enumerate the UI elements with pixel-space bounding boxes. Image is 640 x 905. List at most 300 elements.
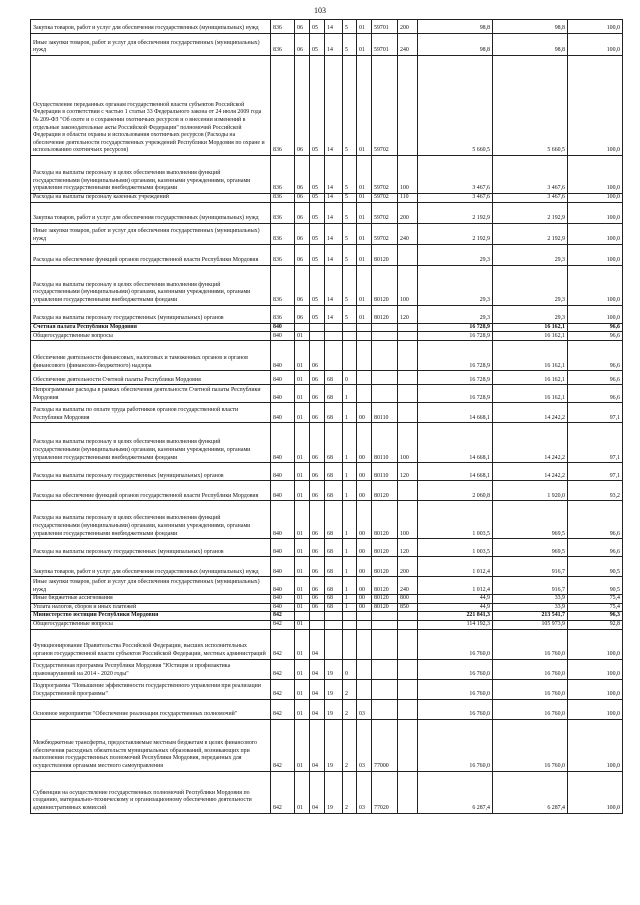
section-code: 01 (295, 463, 310, 481)
program-code: 14 (325, 34, 343, 56)
table-row (31, 699, 623, 719)
activity-code (357, 385, 372, 403)
execution-percent: 100,0 (568, 20, 623, 34)
executed-amount: 5 660,5 (493, 56, 568, 156)
subprogram-code: 1 (343, 481, 357, 501)
table-row (31, 612, 623, 621)
budget-table (30, 19, 623, 814)
execution-percent: 90,5 (568, 577, 623, 595)
activity-code: 00 (357, 403, 372, 423)
table-row (31, 679, 623, 699)
expense-type-code (398, 679, 418, 699)
row-name: Расходы на выплаты персоналу государственных (муниципальных) органов (31, 463, 271, 481)
execution-percent: 100,0 (568, 223, 623, 244)
activity-code: 00 (357, 595, 372, 604)
expense-direction-code (372, 679, 398, 699)
admin-code: 840 (271, 385, 295, 403)
table-row (31, 385, 623, 403)
subprogram-code: 1 (343, 385, 357, 403)
table-row (31, 223, 623, 244)
execution-percent: 100,0 (568, 265, 623, 305)
subprogram-code (343, 612, 357, 621)
program-code: 68 (325, 371, 343, 385)
activity-code: 00 (357, 463, 372, 481)
execution-percent: 97,1 (568, 463, 623, 481)
activity-code: 01 (357, 244, 372, 265)
section-code: 06 (295, 244, 310, 265)
section-code: 01 (295, 371, 310, 385)
admin-code: 840 (271, 557, 295, 577)
executed-amount: 6 287,4 (493, 771, 568, 813)
subsection-code: 06 (310, 577, 325, 595)
execution-percent: 97,1 (568, 423, 623, 463)
section-code: 01 (295, 659, 310, 679)
program-code: 19 (325, 719, 343, 771)
executed-amount: 33,9 (493, 603, 568, 612)
execution-percent: 100,0 (568, 244, 623, 265)
executed-amount: 916,7 (493, 557, 568, 577)
admin-code: 840 (271, 341, 295, 371)
subsection-code: 06 (310, 341, 325, 371)
expense-direction-code: 77020 (372, 771, 398, 813)
row-name: Непрограммные расходы в рамках обеспечения деятельности Счетной палаты Республики Мордовия (31, 385, 271, 403)
table-row (31, 629, 623, 659)
expense-type-code (398, 56, 418, 156)
activity-code: 01 (357, 34, 372, 56)
table-row (31, 371, 623, 385)
execution-percent: 100,0 (568, 771, 623, 813)
row-name: Иные закупки товаров, работ и услуг для обеспечения государственных (муниципальных) нужд (31, 223, 271, 244)
subsection-code: 04 (310, 659, 325, 679)
program-code: 68 (325, 595, 343, 604)
activity-code: 01 (357, 265, 372, 305)
section-code: 01 (295, 679, 310, 699)
activity-code: 00 (357, 539, 372, 557)
admin-code: 836 (271, 156, 295, 194)
activity-code: 03 (357, 719, 372, 771)
section-code: 01 (295, 577, 310, 595)
table-row (31, 463, 623, 481)
executed-amount: 916,7 (493, 577, 568, 595)
subsection-code: 06 (310, 481, 325, 501)
planned-amount: 29,3 (418, 305, 493, 323)
program-code: 68 (325, 423, 343, 463)
admin-code: 840 (271, 481, 295, 501)
admin-code: 842 (271, 659, 295, 679)
table-row (31, 341, 623, 371)
planned-amount: 29,3 (418, 244, 493, 265)
admin-code: 840 (271, 501, 295, 539)
subprogram-code: 5 (343, 305, 357, 323)
row-name: Закупка товаров, работ и услуг для обеспечения государственных (муниципальных) нужд (31, 20, 271, 34)
table-row (31, 719, 623, 771)
section-code (295, 323, 310, 332)
expense-direction-code: 80120 (372, 481, 398, 501)
executed-amount: 29,3 (493, 244, 568, 265)
expense-direction-code (372, 385, 398, 403)
table-row (31, 595, 623, 604)
table-row (31, 20, 623, 34)
execution-percent: 90,5 (568, 557, 623, 577)
execution-percent: 100,0 (568, 719, 623, 771)
section-code: 01 (295, 603, 310, 612)
admin-code: 840 (271, 577, 295, 595)
expense-type-code (398, 371, 418, 385)
expense-type-code (398, 620, 418, 629)
program-code: 19 (325, 659, 343, 679)
planned-amount: 16 760,0 (418, 699, 493, 719)
planned-amount: 3 467,6 (418, 194, 493, 203)
planned-amount: 221 841,3 (418, 612, 493, 621)
row-name: Расходы на обеспечение функций органов государственной власти Республики Мордовия (31, 481, 271, 501)
admin-code: 840 (271, 323, 295, 332)
execution-percent: 96,6 (568, 385, 623, 403)
subprogram-code: 1 (343, 501, 357, 539)
row-name: Обеспечение деятельности финансовых, налоговых и таможенных органов и органов финансового (финансово-бюджетного) надзора (31, 341, 271, 371)
execution-percent: 100,0 (568, 194, 623, 203)
admin-code: 842 (271, 612, 295, 621)
planned-amount: 2 192,9 (418, 223, 493, 244)
program-code (325, 341, 343, 371)
table-body (31, 20, 623, 814)
program-code: 14 (325, 305, 343, 323)
expense-direction-code: 80120 (372, 595, 398, 604)
table-row (31, 332, 623, 341)
row-name: Закупка товаров, работ и услуг для обеспечения государственных (муниципальных) нужд (31, 557, 271, 577)
admin-code: 840 (271, 371, 295, 385)
subsection-code: 06 (310, 501, 325, 539)
expense-direction-code: 59702 (372, 56, 398, 156)
expense-type-code (398, 341, 418, 371)
planned-amount: 5 660,5 (418, 56, 493, 156)
expense-direction-code: 80110 (372, 463, 398, 481)
program-code: 68 (325, 385, 343, 403)
activity-code (357, 371, 372, 385)
expense-direction-code (372, 620, 398, 629)
row-name: Расходы на выплаты по оплате труда работников органов государственной власти Республики Мордовия (31, 403, 271, 423)
activity-code (357, 332, 372, 341)
row-name: Подпрограмма "Повышение эффективности государственного управления при реализации Государственной программы" (31, 679, 271, 699)
expense-type-code: 110 (398, 194, 418, 203)
subprogram-code (343, 341, 357, 371)
expense-direction-code: 80120 (372, 603, 398, 612)
section-code: 01 (295, 403, 310, 423)
planned-amount: 16 728,9 (418, 371, 493, 385)
table-row (31, 56, 623, 156)
admin-code: 840 (271, 539, 295, 557)
expense-type-code: 100 (398, 156, 418, 194)
planned-amount: 29,3 (418, 265, 493, 305)
program-code: 14 (325, 194, 343, 203)
section-code: 06 (295, 34, 310, 56)
admin-code: 842 (271, 771, 295, 813)
execution-percent: 96,6 (568, 539, 623, 557)
admin-code: 842 (271, 719, 295, 771)
admin-code: 836 (271, 20, 295, 34)
execution-percent: 100,0 (568, 202, 623, 223)
execution-percent: 100,0 (568, 629, 623, 659)
expense-type-code (398, 385, 418, 403)
program-code: 19 (325, 679, 343, 699)
execution-percent: 100,0 (568, 659, 623, 679)
expense-type-code: 100 (398, 501, 418, 539)
expense-type-code: 240 (398, 223, 418, 244)
expense-type-code: 100 (398, 423, 418, 463)
planned-amount: 1 012,4 (418, 557, 493, 577)
subprogram-code: 5 (343, 20, 357, 34)
subsection-code: 05 (310, 156, 325, 194)
section-code: 01 (295, 385, 310, 403)
activity-code: 01 (357, 156, 372, 194)
admin-code: 836 (271, 265, 295, 305)
subprogram-code: 5 (343, 34, 357, 56)
execution-percent: 96,6 (568, 371, 623, 385)
row-name: Уплата налогов, сборов и иных платежей (31, 603, 271, 612)
table-row (31, 403, 623, 423)
program-code (325, 612, 343, 621)
table-row (31, 603, 623, 612)
admin-code: 840 (271, 595, 295, 604)
row-name: Расходы на выплаты персоналу в целях обеспечения выполнения функций государственными (муниципальными) органами, казенными учреждениями, органами управления государственными внебюджетными фондами (31, 156, 271, 194)
subsection-code: 05 (310, 202, 325, 223)
execution-percent: 100,0 (568, 699, 623, 719)
row-name: Общегосударственные вопросы (31, 332, 271, 341)
subsection-code: 06 (310, 603, 325, 612)
activity-code: 01 (357, 202, 372, 223)
activity-code (357, 612, 372, 621)
expense-type-code: 120 (398, 539, 418, 557)
subsection-code: 05 (310, 34, 325, 56)
expense-direction-code: 80110 (372, 403, 398, 423)
activity-code: 01 (357, 305, 372, 323)
subsection-code: 06 (310, 557, 325, 577)
execution-percent: 100,0 (568, 156, 623, 194)
table-row (31, 539, 623, 557)
section-code: 06 (295, 202, 310, 223)
table-row (31, 771, 623, 813)
table-row (31, 34, 623, 56)
table-row (31, 194, 623, 203)
expense-type-code: 100 (398, 265, 418, 305)
activity-code (357, 620, 372, 629)
admin-code: 836 (271, 202, 295, 223)
expense-type-code (398, 719, 418, 771)
program-code: 14 (325, 223, 343, 244)
subprogram-code: 1 (343, 603, 357, 612)
admin-code: 840 (271, 463, 295, 481)
row-name: Осуществление переданных органам государственной власти субъектов Российской Федерации в соответствии с частью 1 статьи 33 Федерального закона от 24 июля 2009 года № 209-ФЗ "Об охоте и о сохранении охотничьих ресурсов и о внесении изменений в отдельные законодательные акты Российской Федерации" полномочий Российской Федерации в области охраны и использования охотничьих ресурсов (Расходы на обеспечение деятельности государственных учреждений Республики Мордовия по охране и использованию охотничьих ресурсов) (31, 56, 271, 156)
row-name: Расходы на выплаты персоналу казенных учреждений (31, 194, 271, 203)
planned-amount: 114 192,3 (418, 620, 493, 629)
planned-amount: 1 012,4 (418, 577, 493, 595)
activity-code: 00 (357, 423, 372, 463)
subprogram-code: 5 (343, 223, 357, 244)
expense-direction-code: 80120 (372, 265, 398, 305)
program-code: 68 (325, 577, 343, 595)
section-code: 01 (295, 423, 310, 463)
expense-type-code (398, 771, 418, 813)
program-code: 19 (325, 699, 343, 719)
section-code: 06 (295, 156, 310, 194)
expense-type-code (398, 323, 418, 332)
row-name: Расходы на выплаты персоналу государственных (муниципальных) органов (31, 539, 271, 557)
admin-code: 836 (271, 56, 295, 156)
executed-amount: 16 760,0 (493, 659, 568, 679)
subsection-code (310, 332, 325, 341)
executed-amount: 105 973,9 (493, 620, 568, 629)
expense-direction-code: 80120 (372, 577, 398, 595)
executed-amount: 969,5 (493, 539, 568, 557)
subsection-code: 06 (310, 403, 325, 423)
planned-amount: 16 728,9 (418, 341, 493, 371)
section-code: 01 (295, 719, 310, 771)
subprogram-code: 2 (343, 771, 357, 813)
admin-code: 836 (271, 223, 295, 244)
table-row (31, 481, 623, 501)
expense-direction-code: 59702 (372, 202, 398, 223)
program-code: 68 (325, 501, 343, 539)
admin-code: 836 (271, 244, 295, 265)
subprogram-code: 5 (343, 202, 357, 223)
executed-amount: 33,9 (493, 595, 568, 604)
expense-direction-code: 59701 (372, 34, 398, 56)
subprogram-code (343, 332, 357, 341)
section-code: 01 (295, 620, 310, 629)
subprogram-code: 0 (343, 371, 357, 385)
section-code (295, 612, 310, 621)
expense-direction-code (372, 341, 398, 371)
program-code: 14 (325, 244, 343, 265)
expense-direction-code: 80110 (372, 423, 398, 463)
activity-code (357, 341, 372, 371)
subsection-code: 05 (310, 194, 325, 203)
execution-percent: 96,3 (568, 612, 623, 621)
subsection-code (310, 620, 325, 629)
expense-direction-code (372, 612, 398, 621)
row-name: Расходы на выплаты персоналу государственных (муниципальных) органов (31, 305, 271, 323)
subprogram-code: 2 (343, 719, 357, 771)
program-code: 14 (325, 202, 343, 223)
planned-amount: 1 003,5 (418, 501, 493, 539)
executed-amount: 98,8 (493, 34, 568, 56)
subprogram-code: 1 (343, 577, 357, 595)
planned-amount: 16 728,9 (418, 323, 493, 332)
subprogram-code (343, 620, 357, 629)
section-code: 01 (295, 332, 310, 341)
execution-percent: 100,0 (568, 679, 623, 699)
row-name: Иные бюджетные ассигнования (31, 595, 271, 604)
expense-direction-code: 59702 (372, 223, 398, 244)
executed-amount: 3 467,6 (493, 156, 568, 194)
planned-amount: 16 728,9 (418, 385, 493, 403)
admin-code: 836 (271, 34, 295, 56)
row-name: Расходы на выплаты персоналу в целях обеспечения выполнения функций государственными (муниципальными) органами, казенными учреждениями, органами управления государственными внебюджетными фондами (31, 501, 271, 539)
subprogram-code: 5 (343, 56, 357, 156)
activity-code (357, 323, 372, 332)
subprogram-code: 1 (343, 539, 357, 557)
activity-code: 01 (357, 223, 372, 244)
program-code (325, 629, 343, 659)
table-row (31, 323, 623, 332)
activity-code: 00 (357, 501, 372, 539)
program-code: 68 (325, 463, 343, 481)
execution-percent: 100,0 (568, 305, 623, 323)
subprogram-code: 2 (343, 679, 357, 699)
program-code: 14 (325, 156, 343, 194)
section-code: 01 (295, 557, 310, 577)
row-name: Субвенции на осуществление государственных полномочий Республики Мордовия по созданию, материально-техническому и организационному обеспечению деятельности административных комиссий (31, 771, 271, 813)
table-row (31, 156, 623, 194)
planned-amount: 14 668,1 (418, 403, 493, 423)
row-name: Общегосударственные вопросы (31, 620, 271, 629)
planned-amount: 16 760,0 (418, 679, 493, 699)
subprogram-code: 1 (343, 463, 357, 481)
expense-direction-code: 80120 (372, 501, 398, 539)
expense-type-code (398, 403, 418, 423)
section-code: 01 (295, 699, 310, 719)
executed-amount: 16 760,0 (493, 719, 568, 771)
activity-code (357, 629, 372, 659)
section-code: 01 (295, 341, 310, 371)
admin-code: 842 (271, 620, 295, 629)
subprogram-code: 0 (343, 659, 357, 679)
executed-amount: 14 242,2 (493, 423, 568, 463)
planned-amount: 16 760,0 (418, 719, 493, 771)
admin-code: 840 (271, 403, 295, 423)
program-code: 68 (325, 557, 343, 577)
executed-amount: 98,8 (493, 20, 568, 34)
executed-amount: 1 920,0 (493, 481, 568, 501)
section-code: 01 (295, 539, 310, 557)
planned-amount: 98,8 (418, 20, 493, 34)
expense-direction-code: 80120 (372, 305, 398, 323)
executed-amount: 14 242,2 (493, 463, 568, 481)
program-code: 68 (325, 481, 343, 501)
expense-type-code (398, 629, 418, 659)
program-code (325, 620, 343, 629)
section-code: 01 (295, 629, 310, 659)
admin-code: 840 (271, 423, 295, 463)
subsection-code: 06 (310, 385, 325, 403)
row-name: Счетная палата Республики Мордовия (31, 323, 271, 332)
section-code: 06 (295, 265, 310, 305)
expense-type-code (398, 612, 418, 621)
planned-amount: 2 192,9 (418, 202, 493, 223)
execution-percent: 75,4 (568, 595, 623, 604)
planned-amount: 2 060,8 (418, 481, 493, 501)
row-name: Иные закупки товаров, работ и услуг для обеспечения государственных (муниципальных) нужд (31, 34, 271, 56)
planned-amount: 1 003,5 (418, 539, 493, 557)
activity-code: 00 (357, 603, 372, 612)
expense-direction-code: 77000 (372, 719, 398, 771)
executed-amount: 16 162,1 (493, 332, 568, 341)
subprogram-code: 1 (343, 595, 357, 604)
executed-amount: 2 192,9 (493, 223, 568, 244)
row-name: Государственная программа Республики Мордовия "Юстиция и профилактика правонарушений на 2014 - 2020 годы" (31, 659, 271, 679)
execution-percent: 92,8 (568, 620, 623, 629)
expense-direction-code: 80120 (372, 539, 398, 557)
activity-code: 01 (357, 194, 372, 203)
planned-amount: 3 467,6 (418, 156, 493, 194)
expense-direction-code: 59701 (372, 20, 398, 34)
executed-amount: 16 760,0 (493, 699, 568, 719)
table-row (31, 577, 623, 595)
expense-direction-code: 80120 (372, 244, 398, 265)
activity-code: 00 (357, 577, 372, 595)
row-name: Обеспечение деятельности Счетной палаты Республики Мордовия (31, 371, 271, 385)
subsection-code: 05 (310, 20, 325, 34)
subprogram-code (343, 629, 357, 659)
